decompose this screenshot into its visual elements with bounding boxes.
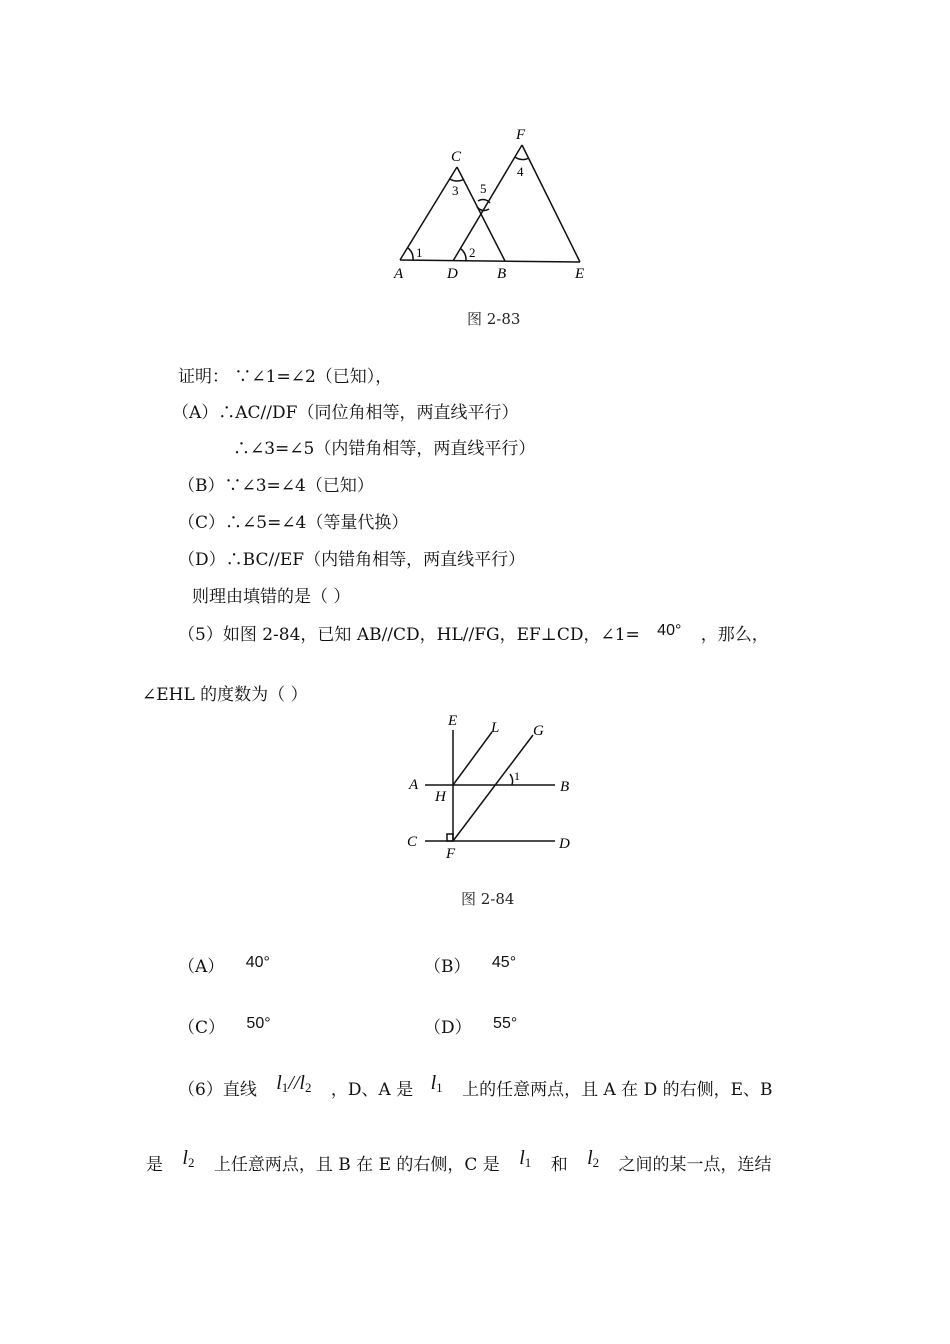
q6-l2-sub: 2 xyxy=(592,1155,600,1170)
option-b-value: 45° xyxy=(491,954,517,971)
q6-l1-sub: 1 xyxy=(524,1155,532,1170)
q6-l2-sub: 2 xyxy=(187,1155,195,1170)
proof-line-d: （D）∴BC//EF（内错角相等，两直线平行） xyxy=(178,550,526,570)
fig283-label-F: F xyxy=(516,127,526,143)
q6-text-6: 和 xyxy=(550,1155,568,1175)
fig283-angle-4: 4 xyxy=(517,164,524,179)
fig283-angle-2: 2 xyxy=(469,245,476,260)
q5-prefix: （5）如图 2-84，已知 AB//CD，HL//FG，EF⊥CD，∠1= xyxy=(178,625,640,645)
fig283-angle-1: 1 xyxy=(416,245,423,260)
fig283-label-C: C xyxy=(451,149,462,165)
fig284-label-H: H xyxy=(435,789,446,805)
fig284-label-D: D xyxy=(559,836,570,852)
q6-l1-ref-a xyxy=(431,1072,443,1094)
option-d-value: 55° xyxy=(493,1015,518,1032)
option-d-label: （D） xyxy=(424,1018,472,1038)
q6-text-7: 之间的某一点，连结 xyxy=(618,1155,772,1175)
q6-text-5: 上任意两点，且 B 在 E 的右侧，C 是 xyxy=(213,1155,500,1175)
proof-question: 则理由填错的是（ ） xyxy=(192,587,351,607)
fig284-label-C: C xyxy=(407,834,418,850)
q6-text-1: （6）直线 xyxy=(178,1080,257,1100)
figure-2-84 xyxy=(400,708,590,868)
q6-l2-ref-a xyxy=(182,1147,194,1169)
fig283-angle-3: 3 xyxy=(452,183,459,198)
q6-l2-symbol: l xyxy=(182,1147,188,1169)
fig284-label-E: E xyxy=(448,713,458,729)
fig284-label-A: A xyxy=(409,777,419,793)
q5-suffix: ，那么， xyxy=(700,625,769,645)
q6-l1-par-l2 xyxy=(276,1072,311,1094)
q6-l2-sub: 2 xyxy=(304,1080,312,1095)
option-a[interactable] xyxy=(178,952,270,977)
fig283-label-A: A xyxy=(394,266,404,282)
fig283-label-E: E xyxy=(575,266,585,282)
proof-line-c: （C）∴∠5=∠4（等量代换） xyxy=(178,513,409,533)
option-c-value: 50° xyxy=(246,1015,271,1032)
q5-angle-value: 40° xyxy=(657,622,682,639)
fig284-label-G: G xyxy=(533,723,544,739)
figure-2-83 xyxy=(380,115,610,290)
q6-l1-symbol: l xyxy=(276,1072,282,1094)
proof-line-a: （A）∴AC//DF（同位角相等，两直线平行） xyxy=(172,403,519,423)
proof-line-a2: ∴∠3=∠5（内错角相等，两直线平行） xyxy=(233,439,536,459)
proof-line-0: 证明： ∵∠1=∠2（已知）， xyxy=(178,367,393,387)
fig284-label-1: 1 xyxy=(514,769,520,783)
q6-l2-symbol: l xyxy=(587,1147,593,1169)
q6-l1-sub: 1 xyxy=(436,1080,443,1095)
q6-text-3: 上的任意两点，且 A 在 D 的右侧，E、B xyxy=(462,1080,773,1100)
q6-l1-symbol: l xyxy=(430,1072,437,1094)
option-b-label: （B） xyxy=(424,957,471,977)
q5-line-2: ∠EHL 的度数为（ ） xyxy=(142,685,308,705)
option-c-label: （C） xyxy=(178,1018,226,1038)
fig283-caption: 图 2-83 xyxy=(467,310,521,328)
q6-parallel-symbol: // xyxy=(288,1072,300,1094)
q6-l1-sub: 1 xyxy=(281,1080,289,1095)
fig283-angle-5: 5 xyxy=(480,181,487,196)
proof-line-b: （B）∵∠3=∠4（已知） xyxy=(178,476,374,496)
fig283-label-B: B xyxy=(497,266,507,282)
q6-l1-ref-b xyxy=(519,1147,531,1169)
fig284-label-F: F xyxy=(446,846,456,862)
q6-l2-symbol: l xyxy=(299,1072,305,1094)
fig284-label-B: B xyxy=(560,779,570,795)
fig284-label-L: L xyxy=(491,720,500,736)
option-a-value: 40° xyxy=(245,954,270,971)
option-c[interactable] xyxy=(178,1013,271,1038)
fig284-caption: 图 2-84 xyxy=(461,890,515,908)
q6-text-2: ，D、A 是 xyxy=(330,1080,414,1100)
q6-line-1 xyxy=(178,1072,773,1102)
q6-l2-ref-b xyxy=(587,1147,599,1169)
fig283-label-D: D xyxy=(447,266,458,282)
q6-text-4: 是 xyxy=(146,1155,163,1175)
q6-line-2 xyxy=(146,1147,772,1177)
option-d[interactable] xyxy=(424,1013,517,1038)
q6-l1-symbol: l xyxy=(519,1147,525,1169)
q5-line-1 xyxy=(178,620,769,645)
option-b[interactable] xyxy=(424,952,516,977)
option-a-label: （A） xyxy=(178,957,225,977)
